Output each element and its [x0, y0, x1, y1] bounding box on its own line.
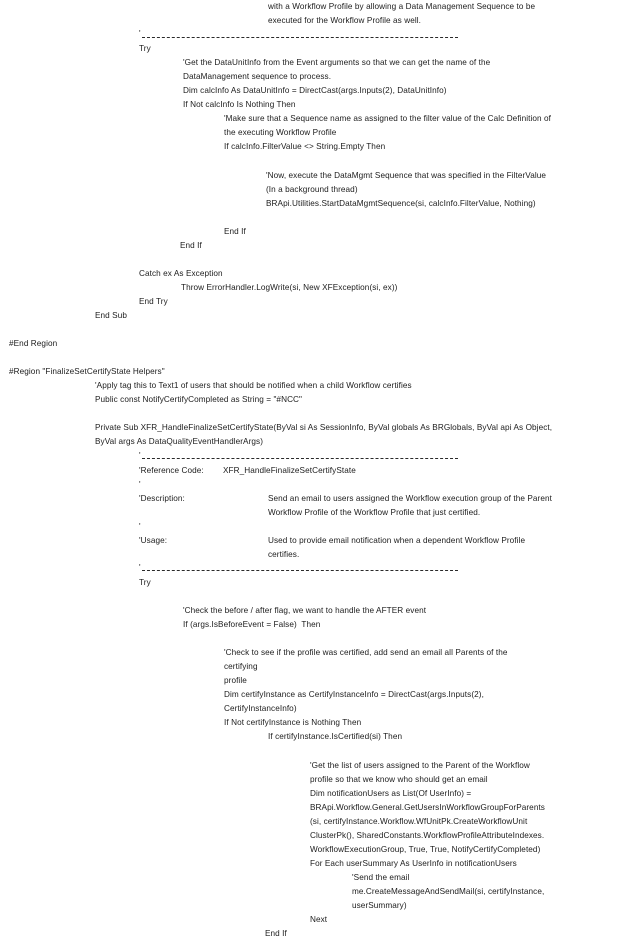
- code-line-text: certifies.: [268, 549, 300, 559]
- code-line: [0, 899, 627, 913]
- code-line-text: CertifyInstanceInfo): [224, 704, 297, 714]
- comment-tick: ': [139, 29, 141, 39]
- code-line: [0, 70, 627, 84]
- comment-divider-line: [0, 450, 627, 464]
- code-line: [0, 281, 627, 295]
- code-line-text: profile so that we know who should get an email: [310, 774, 488, 784]
- code-line: [0, 112, 627, 126]
- code-line: [0, 14, 627, 28]
- code-line: [0, 716, 627, 730]
- code-line-text: Dim notificationUsers as List(Of UserInfo) =: [310, 788, 472, 798]
- comment-divider-line: [0, 562, 627, 576]
- code-blank-line: [0, 323, 627, 337]
- code-line-text: userSummary): [352, 901, 407, 910]
- code-line: [0, 225, 627, 239]
- code-line-text: If calcInfo.FilterValue <> String.Empty Then: [224, 142, 386, 152]
- code-blank-line: [0, 590, 627, 604]
- doc-field-label: 'Description:: [139, 493, 185, 503]
- code-line: [0, 506, 627, 520]
- code-blank-line: [0, 253, 627, 267]
- code-line-text: ClusterPk(), SharedConstants.WorkflowProfileAttributeIndexes.: [310, 830, 545, 840]
- code-line: [0, 646, 627, 674]
- code-line-text: BRApi.Utilities.StartDataMgmtSequence(si, calcInfo.FilterValue, Nothing): [266, 198, 536, 208]
- dashed-rule: [142, 37, 458, 38]
- code-line: [0, 548, 627, 562]
- code-line: [0, 843, 627, 857]
- code-blank-line: [0, 211, 627, 225]
- code-line: [0, 98, 627, 112]
- code-line: [0, 618, 627, 632]
- code-line-text: 'Check to see if the profile was certified, add send an email all Parents of the certifying: [224, 648, 510, 672]
- code-line: [0, 84, 627, 98]
- code-line-text: DataManagement sequence to process.: [183, 72, 332, 82]
- code-line: [0, 857, 627, 871]
- code-line: [0, 913, 627, 927]
- doc-field-label: 'Reference Code:: [139, 465, 204, 475]
- code-line-text: profile: [224, 676, 247, 686]
- comment-divider-line: [0, 28, 627, 42]
- code-line-text: Private Sub XFR_HandleFinalizeSetCertifyState(ByVal si As SessionInfo, ByVal globals As BRGlobals, ByVal api As Object, ByVal args As DataQualityEventHandlerArgs): [95, 423, 555, 447]
- code-line: [0, 702, 627, 716]
- code-line-text: 'Get the DataUnitInfo from the Event arguments so that we can get the name of the: [183, 58, 491, 68]
- code-doc-field: [0, 492, 627, 506]
- code-line-text: If Not certifyInstance is Nothing Then: [224, 718, 362, 728]
- code-line: [0, 871, 627, 885]
- code-line: [0, 393, 627, 407]
- code-line-text: Public const NotifyCertifyCompleted as String = "#NCC": [95, 395, 303, 405]
- code-line: [0, 379, 627, 393]
- code-blank-line: [0, 351, 627, 365]
- code-line: [0, 365, 627, 379]
- code-line-text: End If: [224, 226, 246, 236]
- code-line: [0, 759, 627, 773]
- code-line-text: with a Workflow Profile by allowing a Data Management Sequence to be: [268, 2, 536, 11]
- code-line: [0, 267, 627, 281]
- code-line-text: End Try: [139, 296, 168, 306]
- code-line-text: the executing Workflow Profile: [224, 128, 337, 138]
- code-line: [0, 309, 627, 323]
- code-line-text: Catch ex As Exception: [139, 268, 223, 278]
- code-line-text: BRApi.Workflow.General.GetUsersInWorkflowGroupForParents: [310, 802, 545, 812]
- code-line-text: me.CreateMessageAndSendMail(si, certifyInstance,: [352, 886, 545, 896]
- doc-field-value: XFR_HandleFinalizeSetCertifyState: [223, 465, 356, 475]
- code-line: [0, 576, 627, 590]
- code-line-text: End Sub: [95, 311, 127, 321]
- code-line-text: WorkflowExecutionGroup, True, True, NotifyCertifyCompleted): [310, 844, 541, 854]
- code-line-text: For Each userSummary As UserInfo in notificationUsers: [310, 858, 517, 868]
- code-line: [0, 604, 627, 618]
- code-line-text: ': [139, 479, 141, 489]
- code-line-text: Dim certifyInstance as CertifyInstanceInfo = DirectCast(args.Inputs(2),: [224, 690, 484, 700]
- doc-field-value: Send an email to users assigned the Workflow execution group of the Parent: [268, 493, 552, 503]
- code-line: [0, 478, 627, 492]
- doc-field-label: 'Usage:: [139, 535, 168, 545]
- code-doc-field: [0, 534, 627, 548]
- code-line: [0, 520, 627, 534]
- code-line-text: Dim calcInfo As DataUnitInfo = DirectCast(args.Inputs(2), DataUnitInfo): [183, 86, 447, 96]
- code-blank-line: [0, 632, 627, 646]
- code-line: [0, 674, 627, 688]
- code-line: [0, 169, 627, 183]
- code-line: [0, 0, 627, 14]
- code-line-text: Try: [139, 577, 151, 587]
- code-line: [0, 239, 627, 253]
- code-blank-line: [0, 407, 627, 421]
- dashed-rule: [142, 570, 458, 571]
- code-line: [0, 126, 627, 140]
- code-line-text: If Not calcInfo Is Nothing Then: [183, 100, 296, 110]
- code-line-text: If certifyInstance.IsCertified(si) Then: [268, 732, 403, 742]
- code-line: [0, 829, 627, 843]
- code-line: [0, 730, 627, 744]
- code-line: [0, 42, 627, 56]
- code-line: [0, 801, 627, 815]
- code-line: [0, 787, 627, 801]
- code-line-text: Next: [310, 915, 328, 925]
- code-line-text: End If: [180, 240, 202, 250]
- code-line: [0, 421, 627, 449]
- code-line-text: 'Send the email: [352, 872, 410, 882]
- code-line-text: End If: [265, 929, 287, 939]
- code-line-text: (si, certifyInstance.Workflow.WfUnitPk.CreateWorkflowUnit: [310, 816, 528, 826]
- code-line: [0, 337, 627, 351]
- code-line-text: 'Now, execute the DataMgmt Sequence that was specified in the FilterValue: [266, 170, 547, 180]
- code-line-text: If (args.IsBeforeEvent = False) Then: [183, 620, 321, 630]
- code-line-text: 'Apply tag this to Text1 of users that should be notified when a child Workflow certifies: [95, 381, 412, 391]
- code-line-text: 'Check the before / after flag, we want to handle the AFTER event: [183, 606, 427, 616]
- code-line-text: 'Make sure that a Sequence name as assigned to the filter value of the Calc Definition of: [224, 114, 551, 124]
- code-line: [0, 688, 627, 702]
- comment-tick: ': [139, 562, 141, 572]
- code-blank-line: [0, 744, 627, 758]
- code-line-text: #End Region: [9, 339, 58, 349]
- code-line: [0, 183, 627, 197]
- code-line-text: Workflow Profile of the Workflow Profile that just certified.: [268, 507, 481, 517]
- code-line: [0, 815, 627, 829]
- code-line: [0, 197, 627, 211]
- code-line-text: executed for the Workflow Profile as well.: [268, 16, 422, 26]
- code-line-text: ': [139, 521, 141, 531]
- code-line-text: 'Get the list of users assigned to the Parent of the Workflow: [310, 760, 530, 770]
- code-line-text: #Region "FinalizeSetCertifyState Helpers": [9, 367, 165, 377]
- code-doc-field: [0, 464, 627, 478]
- dashed-rule: [142, 458, 458, 459]
- code-line-text: Throw ErrorHandler.LogWrite(si, New XFException(si, ex)): [181, 282, 398, 292]
- comment-tick: ': [139, 450, 141, 460]
- code-line: [0, 295, 627, 309]
- code-line: [0, 927, 627, 941]
- code-line: [0, 885, 627, 899]
- code-line-text: Try: [139, 44, 151, 54]
- code-line: [0, 140, 627, 154]
- code-line-text: (In a background thread): [266, 184, 358, 194]
- doc-field-value: Used to provide email notification when a dependent Workflow Profile: [268, 535, 526, 545]
- code-line: [0, 773, 627, 787]
- code-blank-line: [0, 155, 627, 169]
- code-line: [0, 56, 627, 70]
